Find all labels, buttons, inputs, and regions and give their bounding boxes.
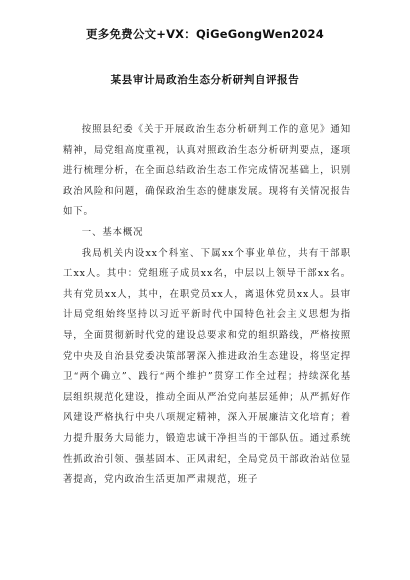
promo-header: 更多免费公文+VX：QiGeGongWen2024 bbox=[86, 27, 324, 41]
section-heading-basic-overview: 一、基本概况 bbox=[81, 226, 144, 238]
intro-paragraph: 按照县纪委《关于开展政治生态分析研判工作的意见》通知精神，局党组高度重视，认真对照政治生态分析研判要点，逐项进行梳理分析，在全面总结政治生态工作完成情况基础上，识别政治风险和问题，确保政治生态的健康发展。现将有关情况报告如下。 bbox=[63, 124, 351, 218]
document-title: 某县审计局政治生态分析研判自评报告 bbox=[110, 74, 300, 86]
document-body bbox=[63, 120, 351, 491]
section-1-paragraph: 我局机关内设xx个科室、下属xx个事业单位，共有干部职工xx人。其中：党组班子成员xx名，中层以上领导干部xx名。共有党员xx人，其中，在职党员xx人，离退休党员xx人。县审计局党组始终坚持以习近平新时代中国特色社会主义思想为指导，全面贯彻新时代党的建设总要求和党的组织路线，严格按照党中央及自治县党委决策部署深入推进政治生态建设，将坚定捍卫“两个确立”、践行“两个维护”贯穿工作全过程；持续深化基层组织规范化建设，推动全面从严治党向基层延伸；从严抓好作风建设严格执行中央八项规定精神，深入开展廉洁文化培育；着力提升服务大局能力，锻造忠诚干净担当的干部队伍。通过系统性抓政治引领、强基固本、正风肃纪，全局党员干部政治站位显著提高，党内政治生活更加严肃规范，班子 bbox=[63, 247, 351, 486]
